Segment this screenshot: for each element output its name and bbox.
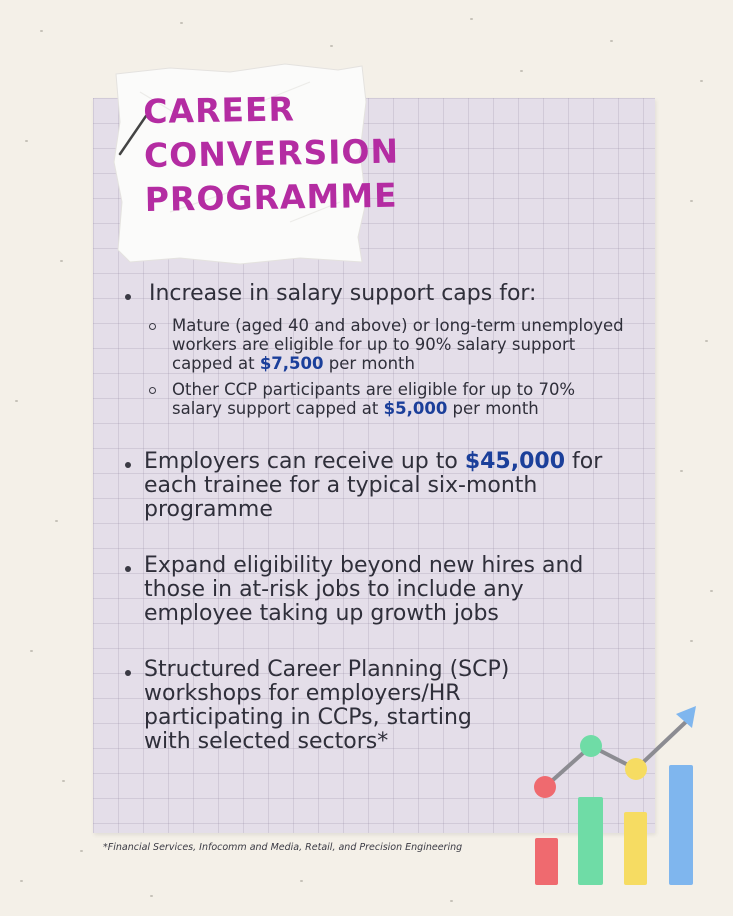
list-item [125, 658, 525, 754]
title-line-2: CONVERSION [143, 131, 400, 176]
list-item [125, 282, 625, 418]
bullet-dot [125, 462, 131, 468]
bullet-dot [125, 670, 131, 676]
list-item [125, 450, 625, 522]
sub-list-item [144, 380, 625, 418]
growth-chart-icon [520, 700, 710, 890]
bullet-text: for each trainee for a typical six-month programme [144, 449, 603, 522]
amount-highlight: $7,500 [259, 354, 324, 373]
bullet-text: Increase in salary support caps for: [149, 281, 537, 306]
title-line-1: CAREER [142, 89, 296, 132]
sub-text: per month [447, 399, 539, 418]
bullet-dot [125, 566, 131, 572]
sub-list-item [144, 316, 625, 373]
benefit-list [125, 282, 625, 754]
title-line-3: PROGRAMME [144, 175, 399, 219]
bullet-text: Structured Career Planning (SCP) workshops for employers/HR participating in CCPs, starting with selected sectors* [144, 657, 510, 754]
page-title [142, 86, 400, 222]
footnote: *Financial Services, Infocomm and Media, Retail, and Precision Engineering [103, 842, 463, 853]
amount-highlight: $45,000 [464, 449, 566, 474]
bullet-ring [149, 387, 156, 394]
sub-text: Mature (aged 40 and above) or long-term unemployed workers are eligible for up to 90% salary support capped at [172, 316, 624, 373]
sub-text: Other CCP participants are eligible for up to 70% salary support capped at [172, 380, 576, 418]
sub-text: per month [323, 354, 415, 373]
list-item [125, 554, 625, 626]
bullet-text: Employers can receive up to [144, 449, 465, 474]
amount-highlight: $5,000 [383, 399, 448, 418]
bullet-dot [125, 294, 131, 300]
bullet-ring [149, 323, 156, 330]
bullet-text: Expand eligibility beyond new hires and those in at-risk jobs to include any employee taking up growth jobs [144, 553, 584, 626]
